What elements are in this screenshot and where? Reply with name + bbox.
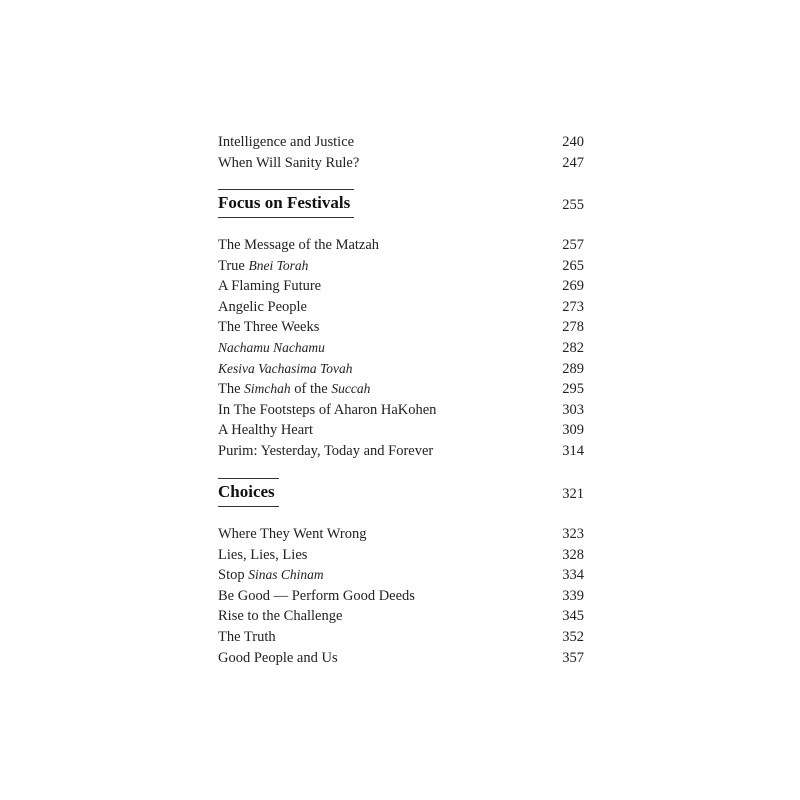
entry-page-number: 334 [562,567,584,584]
toc-entry [218,359,584,379]
entry-title-text: The Truth [218,629,276,645]
section-heading [218,478,584,508]
entry-title-text: Purim: Yesterday, Today and Forever [218,443,434,459]
entry-page-number: 278 [562,319,584,336]
entry-title-text: Stop [218,567,249,584]
entry-title-text: True [218,257,249,274]
entry-title [218,317,319,337]
entry-title [218,297,307,317]
entry-page-number: 257 [562,237,584,253]
toc-entry [218,524,584,544]
entry-page-number: 265 [562,257,584,274]
entry-title-text: In The Footsteps of Aharon HaKohen [218,401,437,418]
entry-page-number: 247 [562,154,584,171]
toc-entry [218,586,584,606]
entry-page-number: 314 [562,443,584,459]
toc-entry [218,400,584,420]
toc-entry [218,627,584,647]
entry-title-text: The [218,381,245,398]
toc-entry [218,648,584,668]
entry-title [218,420,313,440]
entry-title [218,648,338,668]
entry-title [218,606,342,626]
entry-page-number: 323 [562,526,584,542]
entry-page-number: 357 [562,649,584,666]
entry-page-number: 345 [562,608,584,625]
toc-entry [218,379,584,399]
toc-entry [218,545,584,565]
section-title: Focus on Festivals [218,193,351,212]
entry-title [218,441,433,461]
entry-title-text: A Healthy Heart [218,422,314,439]
entry-title [218,153,359,173]
entry-title-text: Angelic People [218,298,307,315]
entry-page-number: 295 [562,381,584,398]
entry-title [218,338,325,358]
toc-entry [218,276,584,296]
section-page-number: 321 [562,486,584,502]
entry-title-text: The Three Weeks [218,319,320,336]
section-title: Choices [218,482,275,501]
toc-entry [218,256,584,276]
entry-title-italic: Bnei Torah [248,257,309,273]
entry-title [218,545,307,565]
toc-entry [218,132,584,152]
entry-title-text: A Flaming Future [218,278,322,295]
entry-title [218,524,366,544]
entry-title-text: Rise to the Challenge [218,608,343,625]
toc-entry [218,338,584,358]
entry-title-text: Where They Went Wrong [218,526,367,542]
entry-page-number: 269 [562,278,584,295]
entry-title [218,235,379,255]
toc-entry [218,565,584,585]
entry-title [218,276,321,296]
toc-entry [218,441,584,461]
entry-page-number: 328 [562,546,584,563]
entry-title [218,359,353,379]
entry-title-italic: Kesiva Vachasima Tovah [218,360,353,376]
entry-title [218,565,324,585]
entry-title-italic: Simchah [244,381,291,397]
entry-page-number: 352 [562,629,584,645]
toc-entry [218,420,584,440]
entry-title-text: When Will Sanity Rule? [218,154,360,171]
entry-title-italic: Succah [331,381,371,397]
entry-page-number: 303 [562,401,584,418]
entry-title [218,586,415,606]
entry-title-italic: Nachamu Nachamu [218,340,325,355]
toc-entry [218,606,584,626]
entry-title-text: Lies, Lies, Lies [218,546,308,563]
entry-title-text: The Message of the Matzah [218,237,380,253]
entry-title-text: Intelligence and Justice [218,134,355,150]
entry-page-number: 273 [562,298,584,315]
section-rule-bottom [218,506,279,507]
entry-title [218,400,436,420]
entry-page-number: 289 [562,360,584,377]
entry-title-text: of the [290,381,332,398]
toc-entry [218,153,584,173]
entry-page-number: 309 [562,422,584,439]
section-page-number: 255 [562,197,584,213]
section-rule-bottom [218,217,354,218]
entry-title [218,132,354,152]
entry-title [218,379,370,399]
entry-title [218,627,276,647]
entry-page-number: 240 [562,134,584,150]
toc-entry [218,235,584,255]
entry-page-number: 282 [562,340,584,356]
entry-page-number: 339 [562,587,584,604]
toc-entry [218,317,584,337]
entry-title-italic: Sinas Chinam [248,567,324,583]
toc-entry [218,297,584,317]
entry-title-text: Good People and Us [218,649,338,666]
section-heading [218,189,584,219]
entry-title [218,256,308,276]
entry-title-text: Be Good — Perform Good Deeds [218,587,415,604]
